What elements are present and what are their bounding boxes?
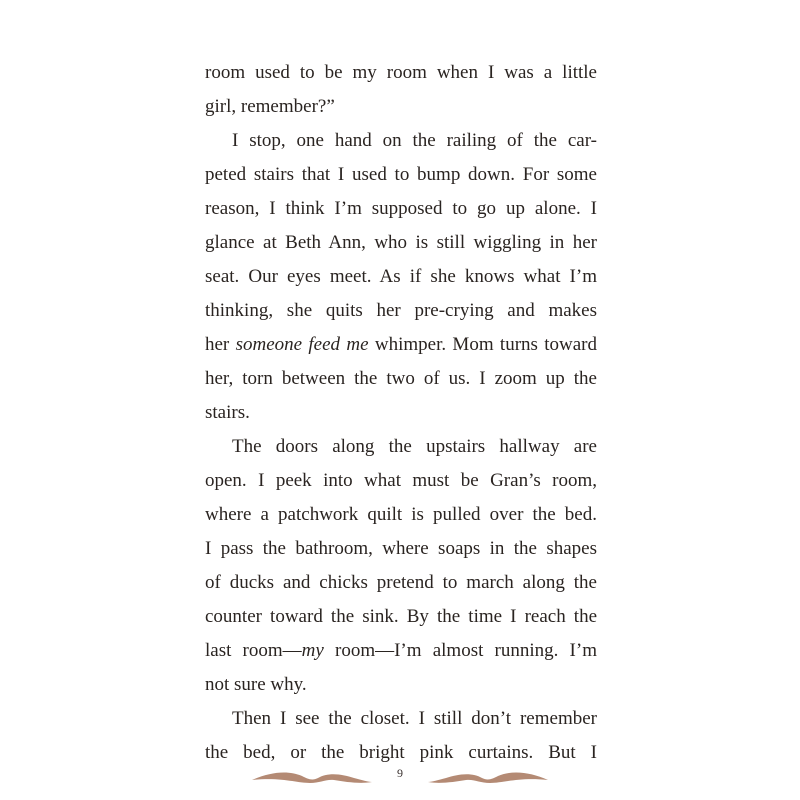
- page-number: 9: [397, 766, 403, 780]
- page-footer: [0, 762, 800, 792]
- italic-text: someone feed me: [235, 334, 369, 355]
- text-run: stairs.: [205, 402, 250, 423]
- text-line: [205, 396, 597, 430]
- text-run: Then I see the closet. I still don’t remember: [232, 708, 597, 729]
- text-line: [205, 464, 597, 498]
- text-run: thinking, she quits her pre-crying and makes: [205, 300, 597, 321]
- italic-text: my: [301, 640, 324, 661]
- text-line: [205, 430, 597, 464]
- text-line: [205, 668, 597, 702]
- text-line: [205, 192, 597, 226]
- text-run: whimper. Mom turns toward: [368, 334, 597, 355]
- text-run: I stop, one hand on the railing of the car-: [232, 130, 597, 151]
- left-flourish-ornament: [250, 768, 374, 788]
- text-run: of ducks and chicks pretend to march along the: [205, 572, 597, 593]
- text-run: glance at Beth Ann, who is still wiggling in her: [205, 232, 597, 253]
- text-line: [205, 532, 597, 566]
- text-line: [205, 56, 597, 90]
- text-line: [205, 328, 597, 362]
- text-line: [205, 600, 597, 634]
- text-line: [205, 702, 597, 736]
- text-line: [205, 226, 597, 260]
- text-line: [205, 158, 597, 192]
- text-line: [205, 124, 597, 158]
- text-line: [205, 362, 597, 396]
- text-run: counter toward the sink. By the time I reach the: [205, 606, 597, 627]
- right-flourish-ornament: [426, 768, 550, 788]
- text-run: the bed, or the bright pink curtains. But I: [205, 742, 597, 763]
- text-run: The doors along the upstairs hallway are: [232, 436, 597, 457]
- text-run: room—I’m almost running. I’m: [323, 640, 597, 661]
- text-line: [205, 498, 597, 532]
- text-line: [205, 260, 597, 294]
- text-run: seat. Our eyes meet. As if she knows what I’m: [205, 266, 597, 287]
- text-line: [205, 566, 597, 600]
- text-run: her, torn between the two of us. I zoom up the: [205, 368, 597, 389]
- text-run: open. I peek into what must be Gran’s room,: [205, 470, 597, 491]
- text-run: not sure why.: [205, 674, 307, 695]
- text-run: where a patchwork quilt is pulled over the bed.: [205, 504, 597, 525]
- text-run: reason, I think I’m supposed to go up alone. I: [205, 198, 597, 219]
- text-line: [205, 90, 597, 124]
- text-run: I pass the bathroom, where soaps in the shapes: [205, 538, 597, 559]
- text-run: room used to be my room when I was a little: [205, 62, 597, 83]
- text-run: girl, remember?”: [205, 96, 335, 117]
- text-line: [205, 294, 597, 328]
- text-run: peted stairs that I used to bump down. For some: [205, 164, 597, 185]
- text-line: [205, 634, 597, 668]
- text-run: last room—: [205, 640, 302, 661]
- text-run: her: [205, 334, 236, 355]
